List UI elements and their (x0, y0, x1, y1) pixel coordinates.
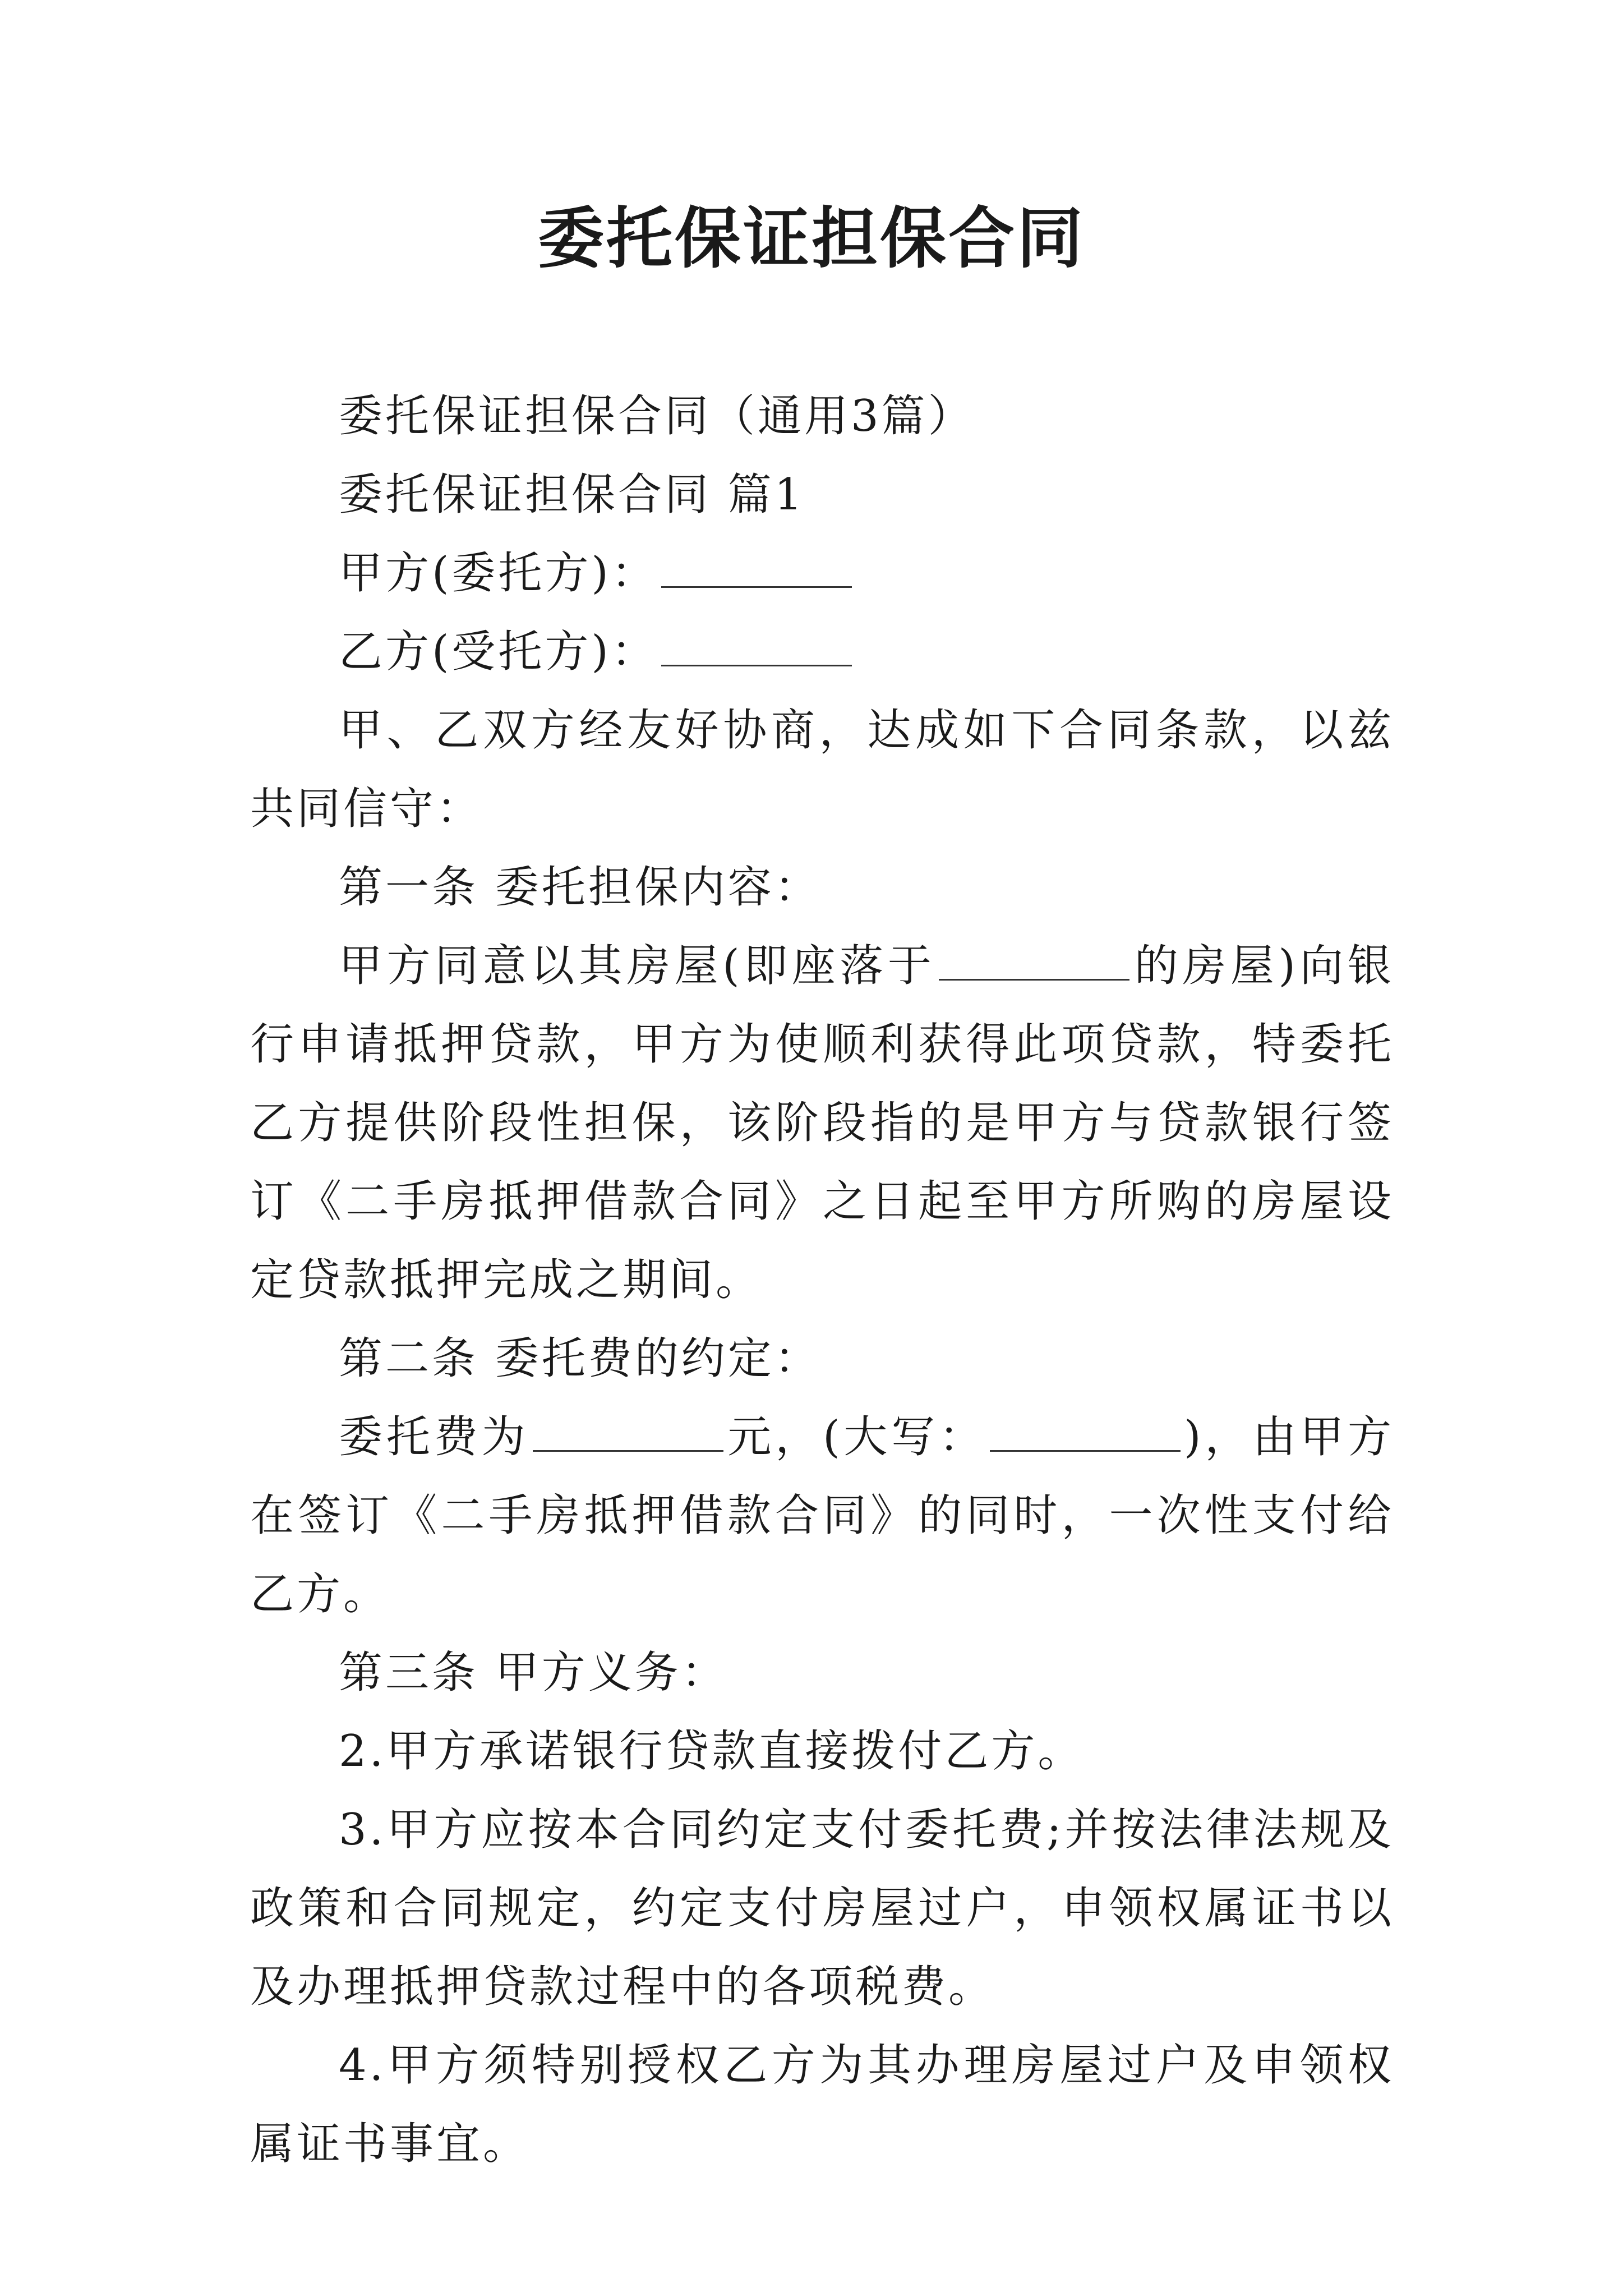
party-b-blank (661, 625, 852, 666)
paragraph-article-2-body (250, 1398, 1394, 1634)
fee-amount-blank (533, 1411, 723, 1452)
article-1-text-a: 甲方同意以其房屋(即座落于 (339, 941, 936, 991)
paragraph-article-1-body (250, 927, 1394, 1319)
property-location-blank (939, 940, 1129, 981)
article-1-text-b: 的房屋)向银行申请抵押贷款，甲方为使顺利获得此项贷款，特委托乙方提供阶段性担保，该阶段指的是甲方与贷款银行签订《二手房抵押借款合同》之日起至甲方所购的房屋设定贷款抵押完成之期间。 (250, 941, 1394, 1305)
paragraph-party-a (250, 534, 1394, 613)
paragraph-clause-3: 3.甲方应按本合同约定支付委托费;并按法律法规及政策和合同规定，约定支付房屋过户，申领权属证书以及办理抵押贷款过程中的各项税费。 (250, 1805, 1394, 2012)
document-title: 委托保证担保合同 (537, 199, 1085, 277)
party-a-blank (661, 547, 852, 588)
paragraph-article-1-heading: 第一条 委托担保内容： (339, 862, 821, 913)
party-b-label: 乙方(受托方)： (339, 627, 658, 677)
paragraph-doc-heading: 委托保证担保合同（通用3篇） (339, 391, 975, 441)
paragraph-article-3-heading: 第三条 甲方义务： (339, 1648, 728, 1698)
article-2-text-a: 委托费为 (339, 1412, 529, 1462)
paragraph-article-2-heading: 第二条 委托费的约定： (339, 1333, 821, 1384)
paragraph-clause-4: 4.甲方须特别授权乙方为其办理房屋过户及申领权属证书事宜。 (250, 2040, 1394, 2169)
paragraph-preamble: 甲、乙双方经友好协商，达成如下合同条款，以兹共同信守： (250, 705, 1394, 834)
paragraph-party-b (250, 613, 1394, 691)
paragraph-section-heading: 委托保证担保合同 篇1 (339, 470, 805, 520)
document-body (250, 377, 1394, 2183)
paragraph-clause-2: 2.甲方承诺银行贷款直接拨付乙方。 (339, 1726, 1085, 1777)
article-2-text-c: )，由甲方在签订《二手房抵押借款合同》的同时，一次性支付给乙方。 (250, 1412, 1394, 1619)
party-a-label: 甲方(委托方)： (339, 548, 658, 599)
fee-uppercase-blank (990, 1411, 1181, 1452)
article-2-text-b: 元，(大写： (726, 1412, 987, 1462)
